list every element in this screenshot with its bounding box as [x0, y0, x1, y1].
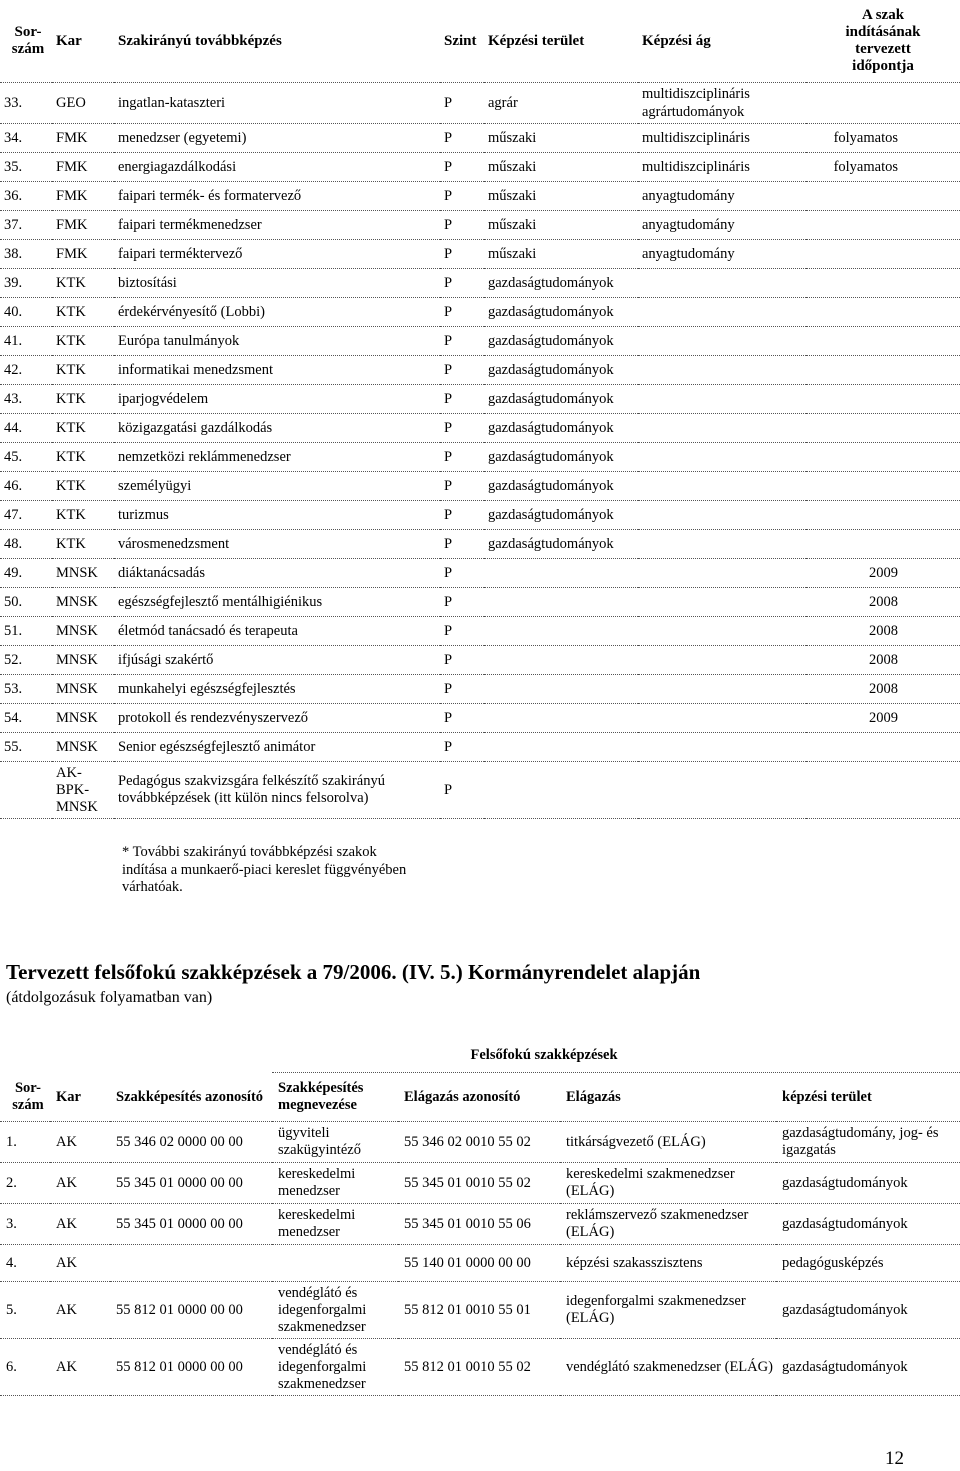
row-field: gazdaságtudományok [776, 1339, 960, 1396]
row-branch [638, 269, 806, 298]
row-field: műszaki [484, 124, 638, 153]
row-number: 46. [0, 472, 52, 501]
row-program: diáktanácsadás [114, 559, 440, 588]
row-faculty: MNSK [52, 646, 114, 675]
table-row [0, 1245, 960, 1282]
row-program: faipari terméktervező [114, 240, 440, 269]
row-start [806, 762, 960, 819]
row-faculty: AK [50, 1122, 110, 1163]
row-program: biztosítási [114, 269, 440, 298]
row-branch [638, 356, 806, 385]
row-branch [638, 675, 806, 704]
header-sorszam: Sor- szám [0, 0, 52, 83]
row-level: P [440, 385, 484, 414]
row-branch [638, 414, 806, 443]
row-faculty: AK [50, 1282, 110, 1339]
table-row [0, 269, 960, 298]
row-number: 34. [0, 124, 52, 153]
row-field: gazdaságtudományok [776, 1282, 960, 1339]
header-szint: Szint [440, 0, 484, 83]
row-program: közigazgatási gazdálkodás [114, 414, 440, 443]
row-qualification-id [110, 1245, 272, 1282]
row-branch-name: idegenforgalmi szakmenedzser (ELÁG) [560, 1282, 776, 1339]
row-branch [638, 501, 806, 530]
row-number: 3. [0, 1204, 50, 1245]
row-branch-id: 55 345 01 0010 55 06 [398, 1204, 560, 1245]
row-program: faipari termékmenedzser [114, 211, 440, 240]
row-field: gazdaságtudományok [484, 443, 638, 472]
row-branch: multidiszciplináris [638, 124, 806, 153]
row-start [806, 733, 960, 762]
table-row [0, 704, 960, 733]
row-program: Európa tanulmányok [114, 327, 440, 356]
row-level: P [440, 153, 484, 182]
header-terulet: Képzési terület [484, 0, 638, 83]
row-number: 53. [0, 675, 52, 704]
table-row [0, 472, 960, 501]
row-field: gazdaságtudományok [484, 530, 638, 559]
row-number: 40. [0, 298, 52, 327]
t2-header-kar: Kar [50, 1073, 110, 1122]
row-branch [638, 762, 806, 819]
row-program: faipari termék- és formatervező [114, 182, 440, 211]
vocational-training-table [0, 1038, 960, 1396]
group-header: Felsőfokú szakképzések [272, 1038, 960, 1073]
row-branch-id: 55 140 01 0000 00 00 [398, 1245, 560, 1282]
row-start [806, 443, 960, 472]
t2-header-elagazas: Elágazás [560, 1073, 776, 1122]
row-field: gazdaságtudományok [776, 1204, 960, 1245]
table-row [0, 1339, 960, 1396]
row-program: Senior egészségfejlesztő animátor [114, 733, 440, 762]
row-number: 48. [0, 530, 52, 559]
row-field: gazdaságtudományok [484, 298, 638, 327]
row-faculty: KTK [52, 501, 114, 530]
t2-header-sorszam: Sor- szám [0, 1073, 50, 1122]
row-number: 45. [0, 443, 52, 472]
row-qualification-id: 55 345 01 0000 00 00 [110, 1163, 272, 1204]
row-faculty: AK- BPK- MNSK [52, 762, 114, 819]
row-qualification-name: kereskedelmi menedzser [272, 1204, 398, 1245]
row-branch [638, 704, 806, 733]
row-branch [638, 385, 806, 414]
row-number [0, 762, 52, 819]
row-qualification-name: vendéglátó és idegenforgalmi szakmenedzser [272, 1339, 398, 1396]
row-branch [638, 733, 806, 762]
row-level: P [440, 530, 484, 559]
table-row [0, 385, 960, 414]
row-start: folyamatos [806, 124, 960, 153]
row-faculty: MNSK [52, 675, 114, 704]
row-field: műszaki [484, 182, 638, 211]
row-branch [638, 559, 806, 588]
row-number: 5. [0, 1282, 50, 1339]
row-number: 33. [0, 83, 52, 124]
row-level: P [440, 704, 484, 733]
row-program: iparjogvédelem [114, 385, 440, 414]
row-start [806, 211, 960, 240]
row-branch: anyagtudomány [638, 240, 806, 269]
row-faculty: KTK [52, 385, 114, 414]
row-level: P [440, 356, 484, 385]
table-row [0, 675, 960, 704]
row-branch-id: 55 346 02 0010 55 02 [398, 1122, 560, 1163]
row-number: 39. [0, 269, 52, 298]
row-number: 37. [0, 211, 52, 240]
row-level: P [440, 327, 484, 356]
section-title: Tervezett felsőfokú szakképzések a 79/2006. (IV. 5.) Kormányrendelet alapján [6, 960, 701, 984]
row-number: 52. [0, 646, 52, 675]
row-start [806, 83, 960, 124]
row-program: személyügyi [114, 472, 440, 501]
row-start: 2008 [806, 675, 960, 704]
row-faculty: MNSK [52, 733, 114, 762]
row-field: műszaki [484, 240, 638, 269]
row-level: P [440, 646, 484, 675]
row-start [806, 530, 960, 559]
row-level: P [440, 472, 484, 501]
row-branch: anyagtudomány [638, 182, 806, 211]
row-qualification-id: 55 346 02 0000 00 00 [110, 1122, 272, 1163]
t2-header-azonosito: Szakképesítés azonosító [110, 1073, 272, 1122]
row-faculty: KTK [52, 443, 114, 472]
row-faculty: KTK [52, 269, 114, 298]
row-start [806, 182, 960, 211]
row-faculty: MNSK [52, 588, 114, 617]
row-number: 50. [0, 588, 52, 617]
row-field [484, 675, 638, 704]
row-program: nemzetközi reklámmenedzser [114, 443, 440, 472]
row-program: turizmus [114, 501, 440, 530]
page-number: 12 [885, 1448, 904, 1469]
row-field: műszaki [484, 153, 638, 182]
row-level: P [440, 675, 484, 704]
table-row [0, 124, 960, 153]
row-branch-name: reklámszervező szakmenedzser (ELÁG) [560, 1204, 776, 1245]
row-faculty: MNSK [52, 559, 114, 588]
row-faculty: KTK [52, 530, 114, 559]
footnote: * További szakirányú továbbképzési szakok indítása a munkaerő-piaci kereslet függvényében várhatóak. [122, 844, 407, 895]
row-branch-name: vendéglátó szakmenedzser (ELÁG) [560, 1339, 776, 1396]
row-branch-name: képzési szakasszisztens [560, 1245, 776, 1282]
row-start [806, 327, 960, 356]
row-start: folyamatos [806, 153, 960, 182]
row-faculty: FMK [52, 211, 114, 240]
row-branch [638, 443, 806, 472]
row-faculty: KTK [52, 356, 114, 385]
row-start [806, 501, 960, 530]
row-faculty: KTK [52, 298, 114, 327]
row-field: gazdaságtudományok [484, 356, 638, 385]
row-field: gazdaságtudományok [776, 1163, 960, 1204]
table-row [0, 1282, 960, 1339]
row-start [806, 240, 960, 269]
row-field: pedagógusképzés [776, 1245, 960, 1282]
row-level: P [440, 733, 484, 762]
row-level: P [440, 414, 484, 443]
table-row [0, 530, 960, 559]
row-number: 36. [0, 182, 52, 211]
row-number: 43. [0, 385, 52, 414]
table-row [0, 211, 960, 240]
row-qualification-id: 55 812 01 0000 00 00 [110, 1339, 272, 1396]
row-field [484, 646, 638, 675]
row-branch-name: kereskedelmi szakmenedzser (ELÁG) [560, 1163, 776, 1204]
table-row [0, 646, 960, 675]
row-branch [638, 530, 806, 559]
row-field: gazdaságtudományok [484, 472, 638, 501]
row-start: 2008 [806, 646, 960, 675]
row-start: 2008 [806, 588, 960, 617]
row-start: 2009 [806, 704, 960, 733]
header-szakirany: Szakirányú továbbképzés [114, 0, 440, 83]
row-number: 54. [0, 704, 52, 733]
row-level: P [440, 182, 484, 211]
row-program: érdekérvényesítő (Lobbi) [114, 298, 440, 327]
row-faculty: AK [50, 1163, 110, 1204]
row-branch: multidiszciplináris agrártudományok [638, 83, 806, 124]
row-faculty: KTK [52, 327, 114, 356]
row-field: agrár [484, 83, 638, 124]
row-qualification-name: ügyviteli szakügyintéző [272, 1122, 398, 1163]
row-faculty: FMK [52, 124, 114, 153]
row-program: informatikai menedzsment [114, 356, 440, 385]
row-start [806, 385, 960, 414]
row-start [806, 356, 960, 385]
row-start [806, 414, 960, 443]
row-field [484, 704, 638, 733]
table-header-row [0, 0, 960, 83]
row-faculty: AK [50, 1339, 110, 1396]
row-program: energiagazdálkodási [114, 153, 440, 182]
table-row [0, 1204, 960, 1245]
row-program: ingatlan-kataszteri [114, 83, 440, 124]
t2-header-megnevezes: Szakképesítés megnevezése [272, 1073, 398, 1122]
table-row [0, 298, 960, 327]
row-program: menedzser (egyetemi) [114, 124, 440, 153]
row-program: életmód tanácsadó és terapeuta [114, 617, 440, 646]
row-start: 2009 [806, 559, 960, 588]
row-number: 51. [0, 617, 52, 646]
row-number: 55. [0, 733, 52, 762]
section-subtitle: (átdolgozásuk folyamatban van) [6, 989, 213, 1006]
row-qualification-id: 55 812 01 0000 00 00 [110, 1282, 272, 1339]
table-row [0, 443, 960, 472]
row-branch: anyagtudomány [638, 211, 806, 240]
header-ag: Képzési ág [638, 0, 806, 83]
table-row [0, 414, 960, 443]
row-program: városmenedzsment [114, 530, 440, 559]
row-start [806, 298, 960, 327]
row-qualification-name: kereskedelmi menedzser [272, 1163, 398, 1204]
row-level: P [440, 762, 484, 819]
row-qualification-id: 55 345 01 0000 00 00 [110, 1204, 272, 1245]
row-branch [638, 646, 806, 675]
row-field: gazdaságtudományok [484, 385, 638, 414]
row-branch-id: 55 812 01 0010 55 02 [398, 1339, 560, 1396]
row-number: 49. [0, 559, 52, 588]
row-field [484, 617, 638, 646]
table-row [0, 559, 960, 588]
row-faculty: AK [50, 1204, 110, 1245]
row-program: Pedagógus szakvizsgára felkészítő szakirányú továbbképzések (itt külön nincs felsorolva) [114, 762, 440, 819]
row-field: gazdaságtudományok [484, 501, 638, 530]
row-number: 35. [0, 153, 52, 182]
row-faculty: AK [50, 1245, 110, 1282]
row-level: P [440, 211, 484, 240]
row-number: 47. [0, 501, 52, 530]
row-number: 44. [0, 414, 52, 443]
row-qualification-name: vendéglátó és idegenforgalmi szakmenedzser [272, 1282, 398, 1339]
row-level: P [440, 501, 484, 530]
row-faculty: MNSK [52, 617, 114, 646]
header-kar: Kar [52, 0, 114, 83]
row-faculty: GEO [52, 83, 114, 124]
group-header-row [0, 1038, 960, 1073]
row-qualification-name [272, 1245, 398, 1282]
row-level: P [440, 588, 484, 617]
table-row [0, 83, 960, 124]
row-branch-id: 55 345 01 0010 55 02 [398, 1163, 560, 1204]
row-level: P [440, 124, 484, 153]
row-number: 38. [0, 240, 52, 269]
table-row [0, 240, 960, 269]
row-level: P [440, 83, 484, 124]
row-faculty: MNSK [52, 704, 114, 733]
row-number: 6. [0, 1339, 50, 1396]
row-program: ifjúsági szakértő [114, 646, 440, 675]
table-row [0, 153, 960, 182]
row-branch-id: 55 812 01 0010 55 01 [398, 1282, 560, 1339]
row-field: műszaki [484, 211, 638, 240]
row-number: 41. [0, 327, 52, 356]
row-program: egészségfejlesztő mentálhigiénikus [114, 588, 440, 617]
table-row [0, 733, 960, 762]
table-row [0, 327, 960, 356]
table-row [0, 182, 960, 211]
row-field: gazdaságtudományok [484, 414, 638, 443]
row-number: 4. [0, 1245, 50, 1282]
row-field [484, 559, 638, 588]
row-start: 2008 [806, 617, 960, 646]
row-field [484, 733, 638, 762]
row-program: munkahelyi egészségfejlesztés [114, 675, 440, 704]
row-branch [638, 327, 806, 356]
row-faculty: FMK [52, 240, 114, 269]
t2-header-elag-az: Elágazás azonosító [398, 1073, 560, 1122]
table-row [0, 1163, 960, 1204]
row-start [806, 472, 960, 501]
table-row [0, 1122, 960, 1163]
row-field [484, 588, 638, 617]
t2-header-terulet: képzési terület [776, 1073, 960, 1122]
table-row [0, 762, 960, 819]
row-level: P [440, 269, 484, 298]
row-branch-name: titkárságvezető (ELÁG) [560, 1122, 776, 1163]
table2-header-row [0, 1073, 960, 1122]
row-level: P [440, 298, 484, 327]
row-branch [638, 588, 806, 617]
table-row [0, 588, 960, 617]
header-idopont: A szak indításának tervezett időpontja [806, 0, 960, 83]
row-field: gazdaságtudományok [484, 327, 638, 356]
row-branch [638, 617, 806, 646]
row-field [484, 762, 638, 819]
row-number: 1. [0, 1122, 50, 1163]
row-faculty: FMK [52, 182, 114, 211]
row-field: gazdaságtudományok [484, 269, 638, 298]
row-start [806, 269, 960, 298]
table-row [0, 501, 960, 530]
row-branch [638, 472, 806, 501]
row-level: P [440, 240, 484, 269]
row-faculty: FMK [52, 153, 114, 182]
row-branch [638, 298, 806, 327]
row-field: gazdaságtudomány, jog- és igazgatás [776, 1122, 960, 1163]
row-faculty: KTK [52, 472, 114, 501]
row-level: P [440, 559, 484, 588]
table-row [0, 617, 960, 646]
table-row [0, 356, 960, 385]
row-number: 2. [0, 1163, 50, 1204]
row-level: P [440, 617, 484, 646]
row-program: protokoll és rendezvényszervező [114, 704, 440, 733]
row-level: P [440, 443, 484, 472]
row-faculty: KTK [52, 414, 114, 443]
row-branch: multidiszciplináris [638, 153, 806, 182]
row-number: 42. [0, 356, 52, 385]
